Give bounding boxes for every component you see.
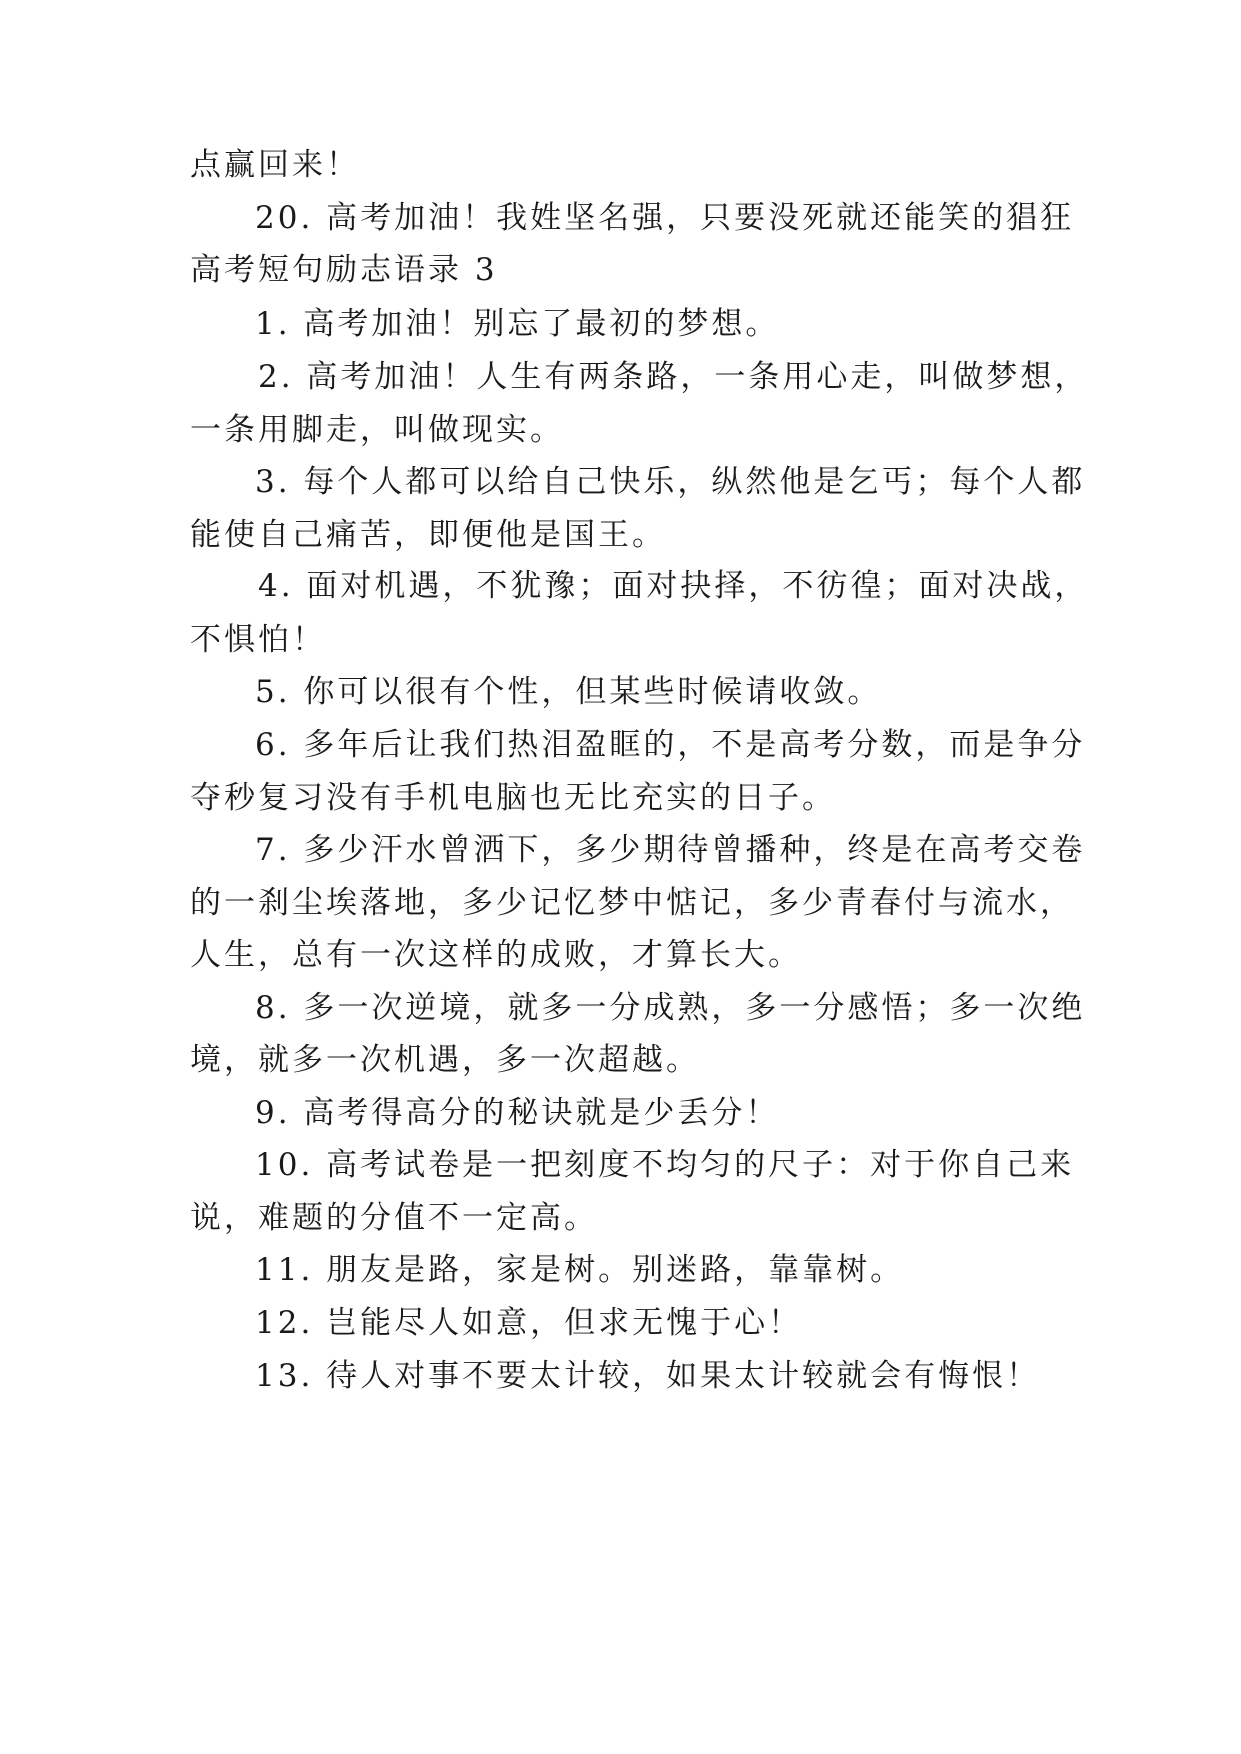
list-item-7: 7. 多少汗水曾洒下，多少期待曾播种，终是在高考交卷 <box>255 832 1086 868</box>
list-item-10: 10. 高考试卷是一把刻度不均匀的尺子：对于你自己来 <box>255 1147 1075 1183</box>
text-line: 夺秒复习没有手机电脑也无比充实的日子。 <box>190 780 836 816</box>
list-item-3: 3. 每个人都可以给自己快乐，纵然他是乞丐；每个人都 <box>255 464 1086 500</box>
list-item-5: 5. 你可以很有个性，但某些时候请收敛。 <box>255 674 882 710</box>
text-line: 人生，总有一次这样的成败，才算长大。 <box>190 937 802 973</box>
list-item-13: 13. 待人对事不要太计较，如果太计较就会有悔恨！ <box>255 1358 1041 1394</box>
list-item-9: 9. 高考得高分的秘诀就是少丢分！ <box>255 1095 780 1131</box>
list-item-2: 2. 高考加油！人生有两条路，一条用心走，叫做梦想， <box>258 359 1089 395</box>
list-item-6: 6. 多年后让我们热泪盈眶的，不是高考分数，而是争分 <box>255 727 1086 763</box>
text-line: 能使自己痛苦，即便他是国王。 <box>190 517 666 553</box>
list-item-1: 1. 高考加油！别忘了最初的梦想。 <box>255 306 780 342</box>
list-item-11: 11. 朋友是路，家是树。别迷路，靠靠树。 <box>255 1252 905 1288</box>
list-item-8: 8. 多一次逆境，就多一分成熟，多一分感悟；多一次绝 <box>255 990 1086 1026</box>
text-line: 一条用脚走，叫做现实。 <box>190 412 564 448</box>
text-line: 说，难题的分值不一定高。 <box>190 1200 598 1236</box>
section-heading: 高考短句励志语录 3 <box>190 252 498 288</box>
text-line: 境，就多一次机遇，多一次超越。 <box>190 1042 700 1078</box>
list-item-4: 4. 面对机遇，不犹豫；面对抉择，不彷徨；面对决战， <box>258 568 1089 604</box>
list-item-12: 12. 岂能尽人如意，但求无愧于心！ <box>255 1305 803 1341</box>
text-line: 的一刹尘埃落地，多少记忆梦中惦记，多少青春付与流水， <box>190 885 1074 921</box>
text-line: 不惧怕！ <box>190 622 326 658</box>
text-line: 点赢回来！ <box>190 147 360 183</box>
list-item-20: 20. 高考加油！我姓坚名强，只要没死就还能笑的猖狂 <box>255 200 1075 236</box>
